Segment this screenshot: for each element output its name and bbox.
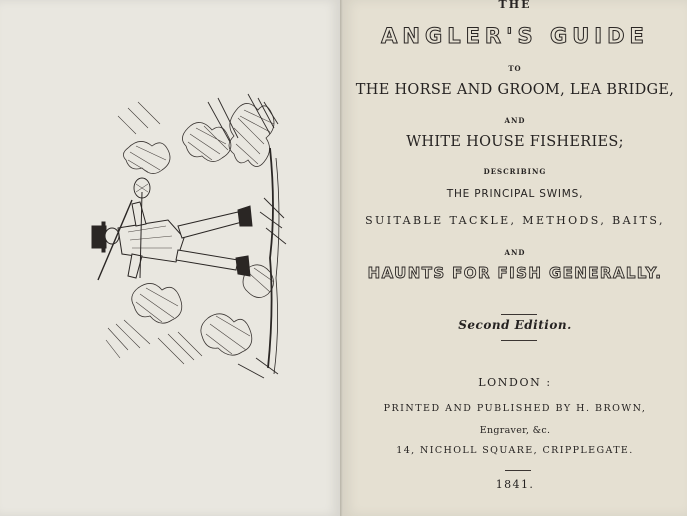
title-and-2: AND	[504, 248, 526, 257]
title-to: TO	[508, 64, 522, 73]
title-page	[343, 0, 687, 516]
year-line: 1841.	[495, 478, 535, 491]
edition-rule-bottom	[501, 340, 537, 341]
printed-by-line: PRINTED AND PUBLISHED BY H. BROWN,	[383, 403, 647, 414]
haunts-line: HAUNTS FOR FISH GENERALLY.	[367, 264, 663, 282]
frontispiece-page	[0, 0, 340, 516]
describing-line: DESCRIBING	[483, 167, 547, 176]
title-and-1: AND	[504, 116, 526, 125]
edition-rule-top	[501, 314, 537, 315]
principal-swims-line: THE PRINCIPAL SWIMS,	[446, 188, 584, 200]
main-title: ANGLER'S GUIDE	[381, 24, 649, 48]
address-line: 14, NICHOLL SQUARE, CRIPPLEGATE.	[396, 445, 634, 456]
year-rule	[505, 470, 531, 471]
horse-groom-line: THE HORSE AND GROOM, LEA BRIDGE,	[355, 82, 675, 98]
edition-line: Second Edition.	[458, 318, 572, 332]
white-house-line: WHITE HOUSE FISHERIES;	[406, 134, 624, 150]
angler-engraving	[88, 88, 288, 380]
engraver-line: Engraver, &c.	[479, 425, 551, 436]
tackle-line: SUITABLE TACKLE, METHODS, BAITS,	[365, 214, 665, 227]
london-line: LONDON :	[478, 376, 552, 389]
title-the: THE	[498, 0, 532, 11]
